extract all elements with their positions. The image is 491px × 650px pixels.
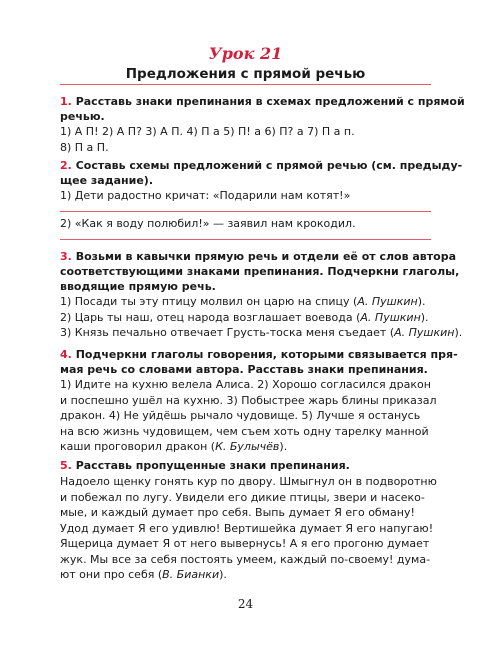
- task-3-number: 3.: [60, 250, 72, 263]
- task-5-line: Ящерица думает Я от него вывернусь! А я его прогоню думает: [60, 537, 430, 550]
- task-1-number: 1.: [60, 95, 72, 108]
- task-5-heading: 5. Расставь пропущенные знаки препинания.: [60, 459, 350, 472]
- task-5-number: 5.: [60, 459, 72, 472]
- task-3-heading: 3. Возьми в кавычки прямую речь и отдели её от слов автора соответствующими знаками препинания. Подчеркни глаголы, вводящие прямую речь.: [60, 250, 460, 293]
- task-5-line: Надоело щенку гонять кур по двору. Шмыгнул он в подворотню: [60, 475, 437, 488]
- task-2-line-1: 1) Дети радостно кричат: «Подарили нам котят!»: [60, 189, 351, 202]
- task-1-line: 8) П а П.: [60, 140, 109, 154]
- task-5-line: и побежал по лугу. Увидели его дикие птицы, звери и насеко-: [60, 490, 425, 504]
- lesson-title: Урок 21: [208, 44, 283, 63]
- author-name: В. Бианки: [162, 568, 220, 581]
- author-name: А. Пушкин: [357, 295, 418, 308]
- author-name: А. Пушкин: [394, 326, 455, 339]
- task-5-line: жук. Мы все за себя постоять умеем, каждый по-своему! дума-: [60, 552, 431, 566]
- task-3-line: 1) Посади ты эту птицу молвил он царю на спицу (А. Пушкин).: [60, 295, 426, 308]
- task-3-body: [60, 294, 463, 341]
- task-2-number: 2.: [60, 159, 72, 172]
- task-2-heading: 2. Составь схемы предложений с прямой речью (см. предыду- щее задание).: [60, 159, 463, 187]
- task-2-line-2: 2) «Как я воду полюбил!» — заявил нам крокодил.: [60, 217, 356, 230]
- task-4-heading: 4. Подчеркни глаголы говорения, которыми связывается пря- мая речь со словами автора. Расставь знаки препинания.: [60, 348, 458, 376]
- author-name: К. Булычёв: [215, 440, 280, 453]
- task-5-body: [60, 474, 436, 583]
- task-3-line: 3) Князь печально отвечает Грусть-тоска меня съедает (А. Пушкин).: [60, 326, 463, 339]
- task-4-line: каши проговорил дракон (К. Булычёв).: [60, 440, 288, 453]
- task-1-heading: 1. Расставь знаки препинания в схемах предложений с прямой речью.: [60, 95, 465, 123]
- task-1-line: 1) А П! 2) А П? 3) А П. 4) П а 5) П! а 6) П? а 7) П а п.: [60, 125, 355, 138]
- task-4-line: 1) Идите на кухню велела Алиса. 2) Хорошо согласился дракон: [60, 378, 431, 391]
- task-3-line: 2) Царь ты наш, отец народа возглашает воевода (А. Пушкин).: [60, 310, 429, 324]
- lesson-topic: Предложения с прямой речью: [125, 66, 366, 82]
- answer-line: [60, 211, 431, 212]
- task-5-line: мые, и каждый думает про себя. Выпь думает Я его обману!: [60, 506, 415, 519]
- author-name: А. Пушкин: [360, 310, 421, 324]
- title-underline: [60, 84, 431, 85]
- task-4-line: и поспешно ушёл на кухню. 3) Побыстрее жарь блины приказал: [60, 393, 437, 407]
- task-4-body: [60, 377, 436, 455]
- task-4-line: дракон. 4) Не уйдёшь рычало чудовище. 5) Лучше я останусь: [60, 409, 421, 422]
- answer-line: [60, 239, 431, 240]
- task-5-line: ют они про себя (В. Бианки).: [60, 568, 227, 581]
- task-5-line: Удод думает Я его удивлю! Вертишейка думает Я его напугаю!: [60, 521, 434, 535]
- task-1-body: [60, 124, 436, 155]
- task-4-number: 4.: [60, 348, 72, 361]
- page-number: 24: [237, 597, 254, 611]
- task-4-line: на всю жизнь чудовищем, чем съем хоть одну тарелку манной: [60, 424, 429, 438]
